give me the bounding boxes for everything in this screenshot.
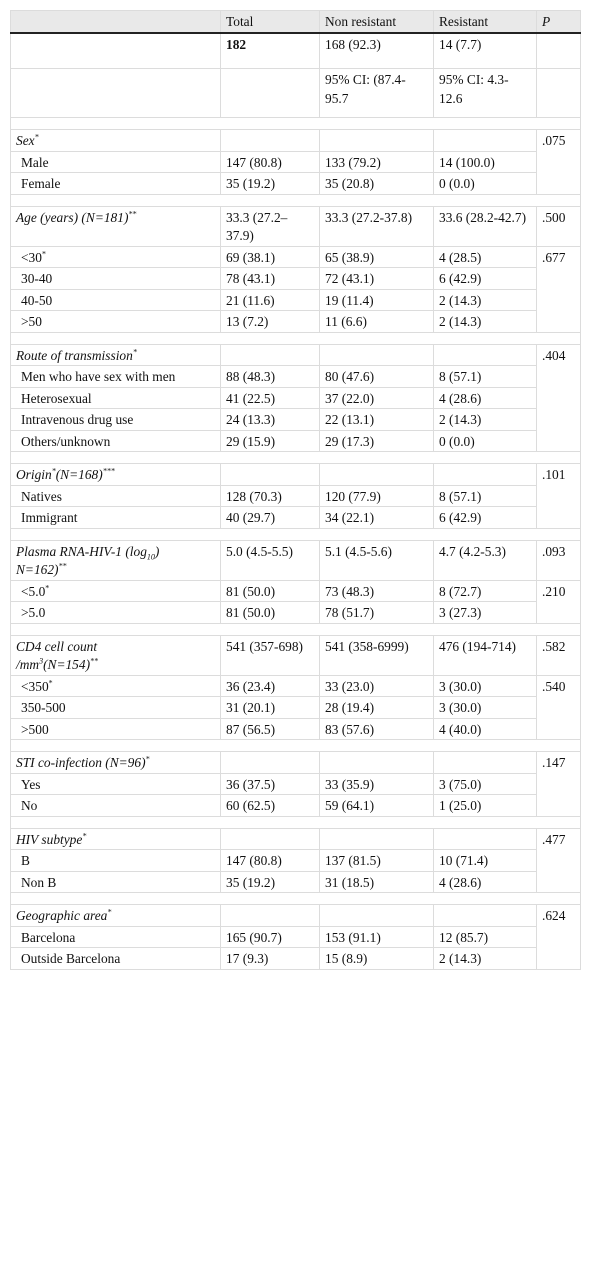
table-cell: 35 (19.2) bbox=[221, 173, 320, 195]
table-cell: 541 (358-6999) bbox=[320, 635, 434, 675]
table-cell bbox=[221, 130, 320, 152]
table-cell: 81 (50.0) bbox=[221, 580, 320, 602]
table-cell: 6 (42.9) bbox=[434, 268, 537, 290]
p-value: .093 bbox=[537, 540, 581, 580]
table-cell bbox=[434, 344, 537, 366]
table-cell: 80 (47.6) bbox=[320, 366, 434, 388]
table-cell: >500 bbox=[11, 718, 221, 740]
table-cell bbox=[537, 69, 581, 118]
table-cell: 128 (70.3) bbox=[221, 485, 320, 507]
table-cell: Barcelona bbox=[11, 926, 221, 948]
table-row bbox=[11, 430, 581, 452]
table-cell: 3 (27.3) bbox=[434, 602, 537, 624]
table-cell bbox=[434, 752, 537, 774]
count-resistant: 14 (7.7) bbox=[434, 33, 537, 69]
table-cell: Non B bbox=[11, 871, 221, 893]
table-cell: 88 (48.3) bbox=[221, 366, 320, 388]
table-cell bbox=[11, 194, 581, 206]
section-label: Sex* bbox=[11, 130, 221, 152]
p-value: .624 bbox=[537, 905, 581, 970]
table-cell: 65 (38.9) bbox=[320, 246, 434, 268]
table-row bbox=[11, 773, 581, 795]
table-cell: 14 (100.0) bbox=[434, 151, 537, 173]
table-cell bbox=[434, 828, 537, 850]
table-row bbox=[11, 675, 581, 697]
table-cell bbox=[221, 344, 320, 366]
table-cell: 165 (90.7) bbox=[221, 926, 320, 948]
table-row bbox=[11, 366, 581, 388]
table-row bbox=[11, 311, 581, 333]
table-cell: 10 (71.4) bbox=[434, 850, 537, 872]
counts-row bbox=[11, 33, 581, 69]
table-cell: 21 (11.6) bbox=[221, 289, 320, 311]
table-cell: 3 (30.0) bbox=[434, 675, 537, 697]
table-cell bbox=[221, 69, 320, 118]
table-row bbox=[11, 151, 581, 173]
table-cell: Men who have sex with men bbox=[11, 366, 221, 388]
p-value: .404 bbox=[537, 344, 581, 452]
table-cell bbox=[221, 752, 320, 774]
header-resistant: Resistant bbox=[434, 11, 537, 33]
table-cell bbox=[320, 130, 434, 152]
table-cell: >5.0 bbox=[11, 602, 221, 624]
table-cell: 4 (28.5) bbox=[434, 246, 537, 268]
table-cell: 33.3 (27.2–37.9) bbox=[221, 206, 320, 246]
p-value: .677 bbox=[537, 246, 581, 332]
table-cell: 6 (42.9) bbox=[434, 507, 537, 529]
table-cell bbox=[11, 69, 221, 118]
table-row bbox=[11, 268, 581, 290]
section-label: Geographic area* bbox=[11, 905, 221, 927]
p-value: .540 bbox=[537, 675, 581, 740]
table-cell: Outside Barcelona bbox=[11, 948, 221, 970]
header-row bbox=[11, 11, 581, 33]
table-cell: 59 (64.1) bbox=[320, 795, 434, 817]
table-row bbox=[11, 409, 581, 431]
table-cell: Heterosexual bbox=[11, 387, 221, 409]
table-cell: 153 (91.1) bbox=[320, 926, 434, 948]
table-cell: Intravenous drug use bbox=[11, 409, 221, 431]
p-value: .147 bbox=[537, 752, 581, 817]
table-row bbox=[11, 948, 581, 970]
table-cell: 24 (13.3) bbox=[221, 409, 320, 431]
table-cell: 78 (43.1) bbox=[221, 268, 320, 290]
table-cell: No bbox=[11, 795, 221, 817]
section-row bbox=[11, 752, 581, 774]
table-cell bbox=[11, 332, 581, 344]
table-cell bbox=[11, 893, 581, 905]
table-cell: 33 (35.9) bbox=[320, 773, 434, 795]
table-cell: 0 (0.0) bbox=[434, 430, 537, 452]
header-non-resistant: Non resistant bbox=[320, 11, 434, 33]
table-row bbox=[11, 173, 581, 195]
table-cell bbox=[11, 740, 581, 752]
table-cell: 1 (25.0) bbox=[434, 795, 537, 817]
table-cell: 11 (6.6) bbox=[320, 311, 434, 333]
table-cell bbox=[434, 130, 537, 152]
table-row bbox=[11, 926, 581, 948]
section-label: Plasma RNA-HIV-1 $(\log_{10})$ N=162)** bbox=[11, 540, 221, 580]
p-value: .075 bbox=[537, 130, 581, 195]
table-cell: 8 (57.1) bbox=[434, 485, 537, 507]
table-cell: 33.3 (27.2-37.8) bbox=[320, 206, 434, 246]
section-label: HIV subtype* bbox=[11, 828, 221, 850]
section-row bbox=[11, 635, 581, 675]
table-cell bbox=[11, 33, 221, 69]
section-row bbox=[11, 206, 581, 246]
section-row bbox=[11, 344, 581, 366]
table-cell bbox=[11, 528, 581, 540]
table-row bbox=[11, 602, 581, 624]
table-cell: 15 (8.9) bbox=[320, 948, 434, 970]
table-cell bbox=[320, 344, 434, 366]
table-row bbox=[11, 246, 581, 268]
table-row bbox=[11, 850, 581, 872]
table-cell: 60 (62.5) bbox=[221, 795, 320, 817]
table-cell bbox=[320, 905, 434, 927]
table-cell: 3 (75.0) bbox=[434, 773, 537, 795]
section-row bbox=[11, 828, 581, 850]
table-cell bbox=[434, 464, 537, 486]
table-cell: Immigrant bbox=[11, 507, 221, 529]
table-cell: 30-40 bbox=[11, 268, 221, 290]
table-cell bbox=[537, 33, 581, 69]
table-cell: 5.0 (4.5-5.5) bbox=[221, 540, 320, 580]
table-cell bbox=[221, 905, 320, 927]
p-value: .101 bbox=[537, 464, 581, 529]
table-cell: 31 (20.1) bbox=[221, 697, 320, 719]
table-cell: 73 (48.3) bbox=[320, 580, 434, 602]
table-cell: <350* bbox=[11, 675, 221, 697]
table-cell: 4.7 (4.2-5.3) bbox=[434, 540, 537, 580]
table-cell: 4 (40.0) bbox=[434, 718, 537, 740]
section-row bbox=[11, 130, 581, 152]
table-row bbox=[11, 718, 581, 740]
header-p: P bbox=[537, 11, 581, 33]
table-cell: 36 (37.5) bbox=[221, 773, 320, 795]
table-cell: >50 bbox=[11, 311, 221, 333]
table-cell: 31 (18.5) bbox=[320, 871, 434, 893]
table-cell: Yes bbox=[11, 773, 221, 795]
table-cell: 120 (77.9) bbox=[320, 485, 434, 507]
ci-nonresistant: 95% CI: (87.4-95.7 bbox=[320, 69, 434, 118]
table-cell: 29 (17.3) bbox=[320, 430, 434, 452]
table-cell: 69 (38.1) bbox=[221, 246, 320, 268]
table-cell: 2 (14.3) bbox=[434, 311, 537, 333]
table-cell bbox=[320, 752, 434, 774]
section-label: Origin*(N=168)*** bbox=[11, 464, 221, 486]
table-row bbox=[11, 387, 581, 409]
section-label: Route of transmission* bbox=[11, 344, 221, 366]
table-cell: <5.0* bbox=[11, 580, 221, 602]
table-cell: 3 (30.0) bbox=[434, 697, 537, 719]
table-cell bbox=[320, 828, 434, 850]
section-label: STI co-infection (N=96)* bbox=[11, 752, 221, 774]
ci-resistant: 95% CI: 4.3-12.6 bbox=[434, 69, 537, 118]
header-cell-blank bbox=[11, 11, 221, 33]
table-cell bbox=[434, 905, 537, 927]
section-row bbox=[11, 540, 581, 580]
table-row bbox=[11, 485, 581, 507]
table-cell: 4 (28.6) bbox=[434, 387, 537, 409]
table-cell: 83 (57.6) bbox=[320, 718, 434, 740]
table-cell: 35 (19.2) bbox=[221, 871, 320, 893]
table-cell bbox=[11, 118, 581, 130]
table-cell: 147 (80.8) bbox=[221, 151, 320, 173]
table-cell: B bbox=[11, 850, 221, 872]
table-cell: 81 (50.0) bbox=[221, 602, 320, 624]
section-label: CD4 cell count $/mm^3(N=154)^{**}$ bbox=[11, 635, 221, 675]
table-cell: 33 (23.0) bbox=[320, 675, 434, 697]
table-cell: 4 (28.6) bbox=[434, 871, 537, 893]
table-row bbox=[11, 289, 581, 311]
table-cell: 350-500 bbox=[11, 697, 221, 719]
table-cell bbox=[11, 452, 581, 464]
table-cell: 12 (85.7) bbox=[434, 926, 537, 948]
p-value: .477 bbox=[537, 828, 581, 893]
table-cell: 5.1 (4.5-5.6) bbox=[320, 540, 434, 580]
table-cell: 40 (29.7) bbox=[221, 507, 320, 529]
table-cell: 22 (13.1) bbox=[320, 409, 434, 431]
table-cell bbox=[320, 464, 434, 486]
table-cell: 133 (79.2) bbox=[320, 151, 434, 173]
count-nonresistant: 168 (92.3) bbox=[320, 33, 434, 69]
table-cell: 78 (51.7) bbox=[320, 602, 434, 624]
table-cell: 2 (14.3) bbox=[434, 289, 537, 311]
table-cell: Female bbox=[11, 173, 221, 195]
table-cell: 35 (20.8) bbox=[320, 173, 434, 195]
p-value: .210 bbox=[537, 580, 581, 623]
table-cell: 476 (194-714) bbox=[434, 635, 537, 675]
characteristics-table bbox=[10, 10, 581, 970]
table-cell bbox=[221, 828, 320, 850]
table-cell bbox=[11, 816, 581, 828]
table-cell: 147 (80.8) bbox=[221, 850, 320, 872]
ci-row bbox=[11, 69, 581, 118]
table-cell: 33.6 (28.2-42.7) bbox=[434, 206, 537, 246]
table-cell: 2 (14.3) bbox=[434, 948, 537, 970]
table-cell: 541 (357-698) bbox=[221, 635, 320, 675]
header-total: Total bbox=[221, 11, 320, 33]
section-row bbox=[11, 905, 581, 927]
table-cell: 72 (43.1) bbox=[320, 268, 434, 290]
table-cell: 13 (7.2) bbox=[221, 311, 320, 333]
table-cell: 8 (57.1) bbox=[434, 366, 537, 388]
table-cell: Natives bbox=[11, 485, 221, 507]
table-cell: 0 (0.0) bbox=[434, 173, 537, 195]
table-cell: 137 (81.5) bbox=[320, 850, 434, 872]
table-cell: 28 (19.4) bbox=[320, 697, 434, 719]
table-cell: Male bbox=[11, 151, 221, 173]
table-cell: 87 (56.5) bbox=[221, 718, 320, 740]
table-cell: 17 (9.3) bbox=[221, 948, 320, 970]
table-row bbox=[11, 697, 581, 719]
table-cell: 34 (22.1) bbox=[320, 507, 434, 529]
p-value: .582 bbox=[537, 635, 581, 675]
table-row bbox=[11, 507, 581, 529]
table-cell: 36 (23.4) bbox=[221, 675, 320, 697]
table-cell: 29 (15.9) bbox=[221, 430, 320, 452]
table-cell: 41 (22.5) bbox=[221, 387, 320, 409]
table-cell: 2 (14.3) bbox=[434, 409, 537, 431]
table-cell: <30* bbox=[11, 246, 221, 268]
table-row bbox=[11, 795, 581, 817]
table-row bbox=[11, 580, 581, 602]
section-label: Age (years) (N=181)** bbox=[11, 206, 221, 246]
table-cell: 19 (11.4) bbox=[320, 289, 434, 311]
table-cell: 40-50 bbox=[11, 289, 221, 311]
p-value: .500 bbox=[537, 206, 581, 246]
table-row bbox=[11, 871, 581, 893]
table-cell: 8 (72.7) bbox=[434, 580, 537, 602]
table-cell: 37 (22.0) bbox=[320, 387, 434, 409]
section-row bbox=[11, 464, 581, 486]
count-total: 182 bbox=[221, 33, 320, 69]
table-cell bbox=[11, 623, 581, 635]
table-cell bbox=[221, 464, 320, 486]
table-cell: Others/unknown bbox=[11, 430, 221, 452]
